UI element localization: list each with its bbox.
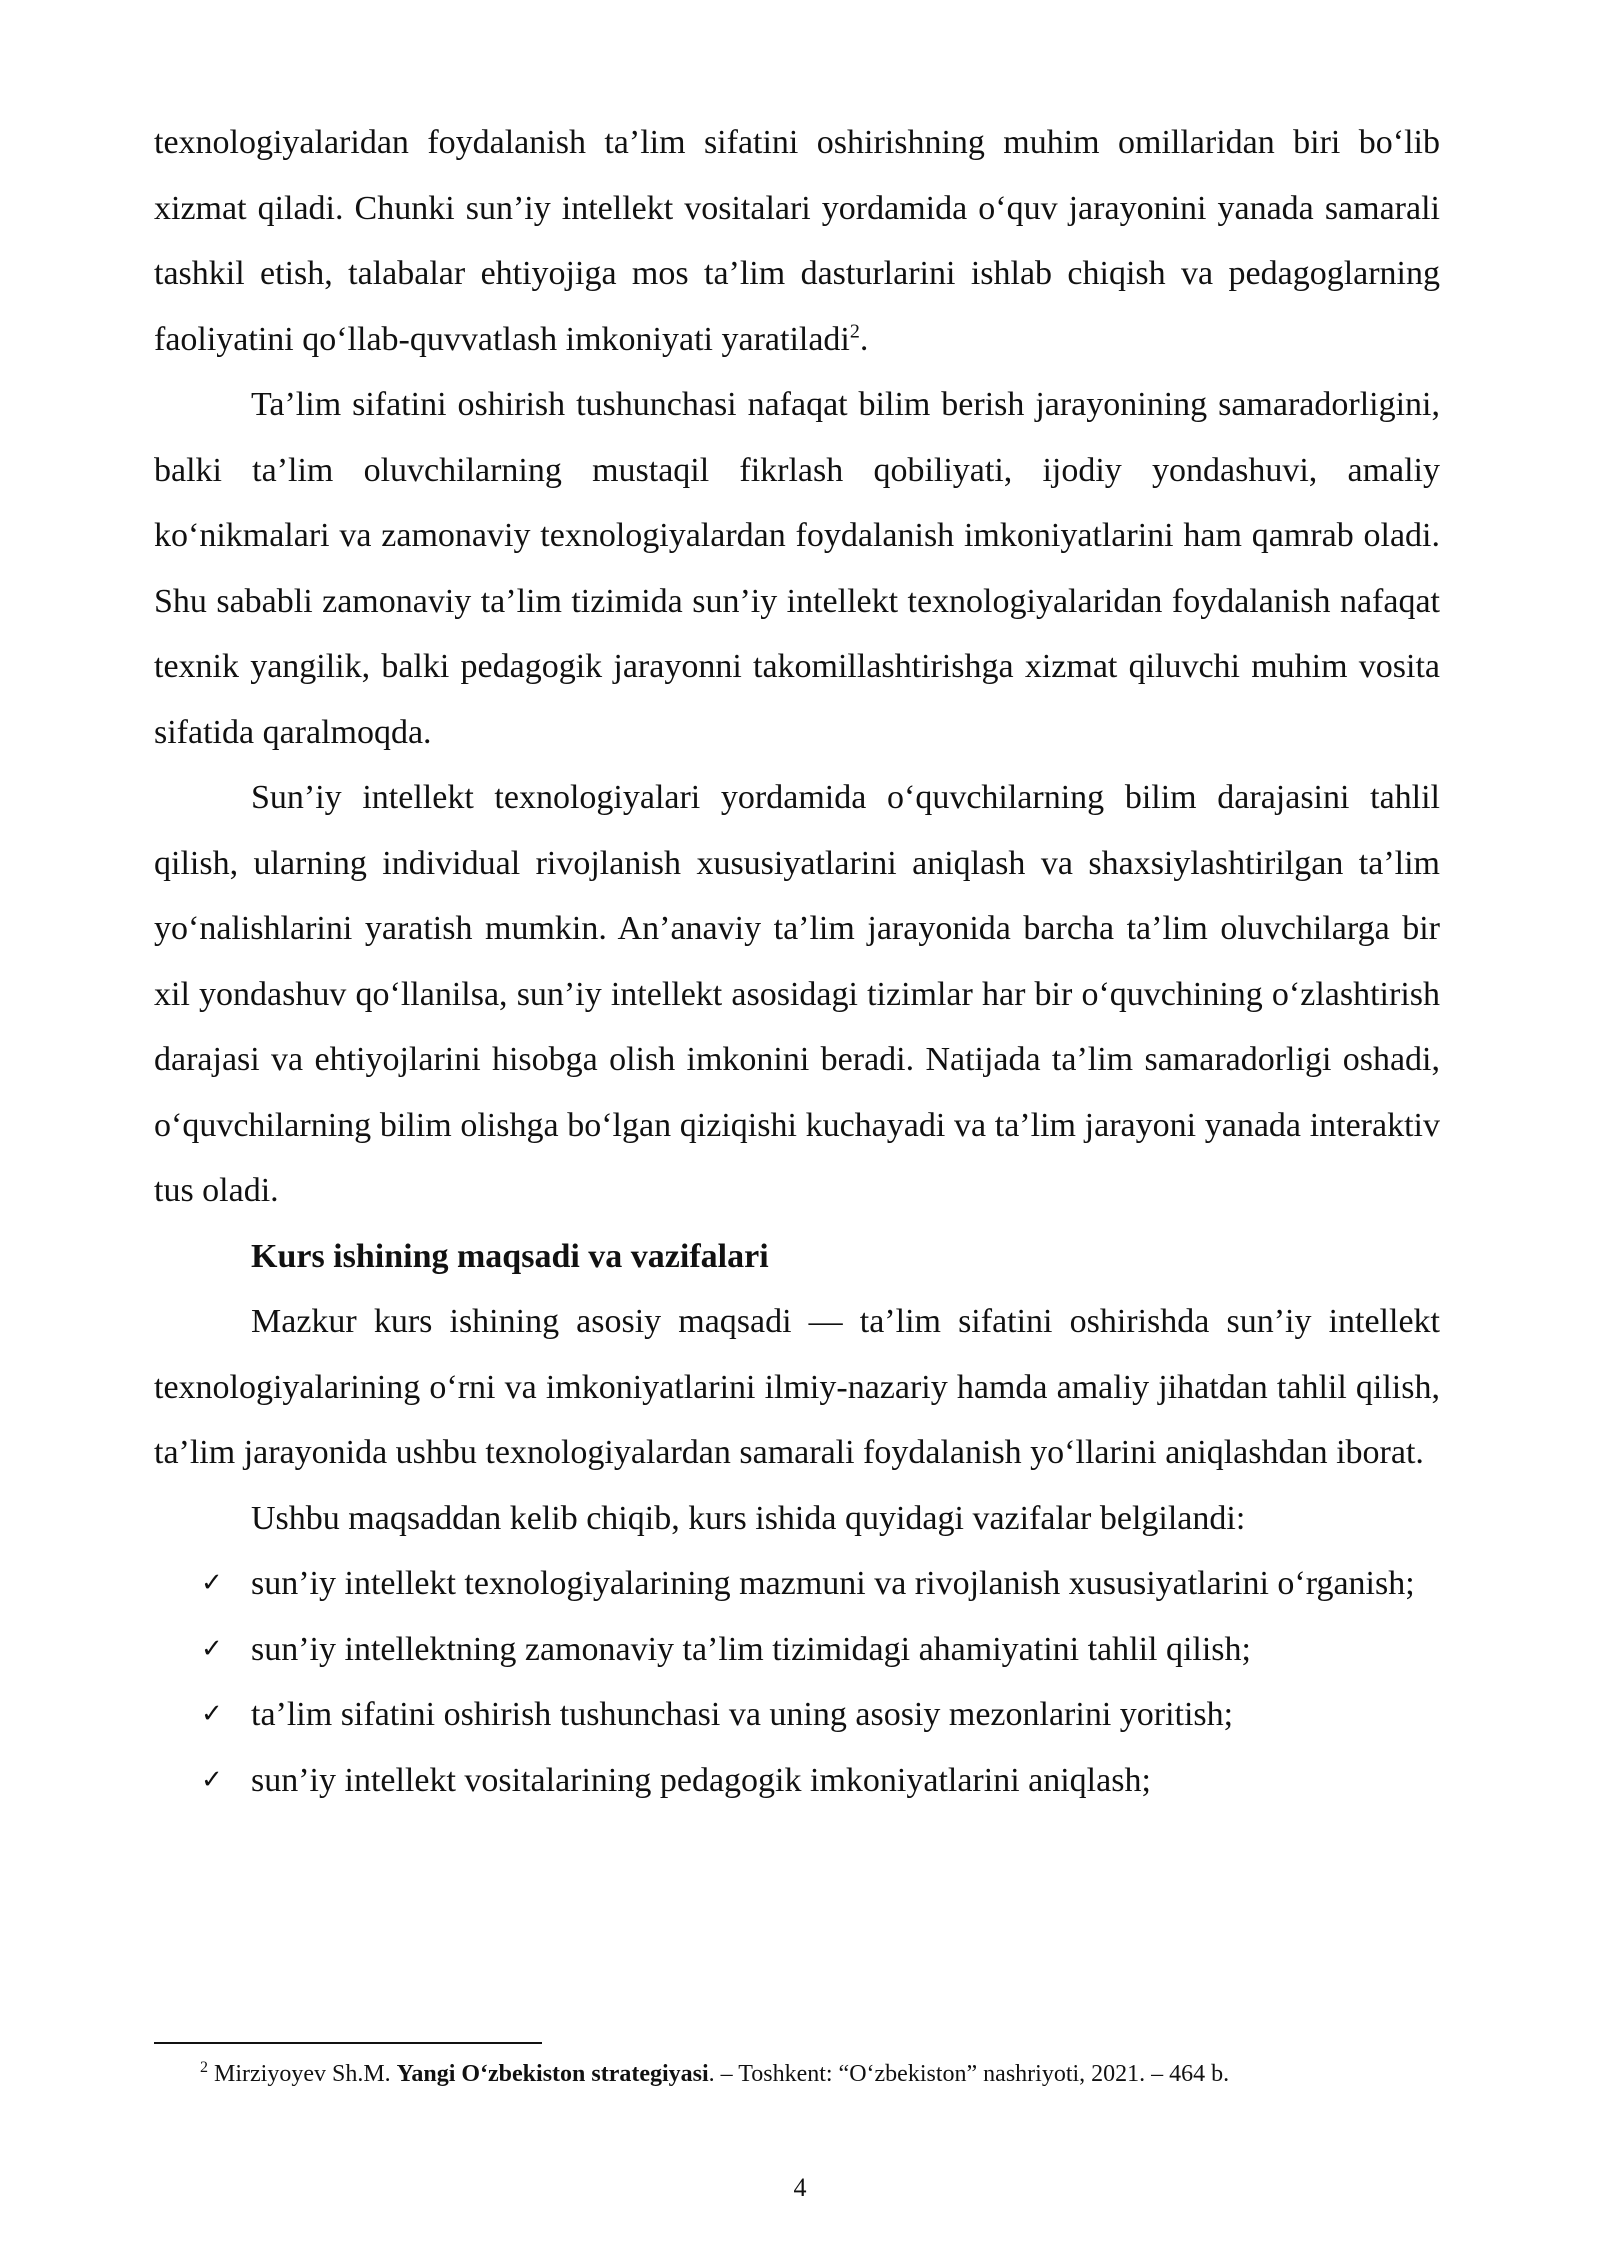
document-body	[154, 110, 1440, 1813]
footnote	[200, 2058, 1440, 2090]
list-item	[154, 1682, 1440, 1748]
checkmark-icon: ✓	[201, 1699, 223, 1729]
paragraph-2: Ta’lim sifatini oshirish tushunchasi nafaqat bilim berish jarayonining samaradorligini, balki ta’lim oluvchilarning mustaqil fikrlash qobiliyati, ijodiy yondashuvi, amaliy ko‘nikmalari va zamonaviy texnologiyalardan foydalanish imkoniyatlarini ham qamrab oladi. Shu sababli zamonaviy ta’lim tizimida sun’iy intellekt texnologiyalaridan foydalanish nafaqat texnik yangilik, balki pedagogik jarayonni takomillashtirishga xizmat qiluvchi muhim vosita sifatida qaralmoqda.	[154, 386, 1440, 751]
goal-paragraph: Mazkur kurs ishining asosiy maqsadi — ta’lim sifatini oshirishda sun’iy intellekt texnologiyalarining o‘rni va imkoniyatlarini ilmiy-nazariy hamda amaliy jihatdan tahlil qilish, ta’lim jarayonida ushbu texnologiyalardan samarali foydalanish yo‘llarini aniqlashdan iborat.	[154, 1303, 1440, 1471]
footnote-publication: . – Toshkent: “O‘zbekiston” nashriyoti, 2021. – 464 b.	[708, 2061, 1230, 2087]
list-item	[154, 1617, 1440, 1683]
task-text: sun’iy intellekt texnologiyalarining mazmuni va rivojlanish xususiyatlarini o‘rganish;	[251, 1565, 1415, 1602]
paragraph-1-text: texnologiyalaridan foydalanish ta’lim sifatini oshirishning muhim omillaridan biri bo‘lib xizmat qiladi. Chunki sun’iy intellekt vositalari yordamida o‘quv jarayonini yanada samarali tashkil etish, talabalar ehtiyojiga mos ta’lim dasturlarini ishlab chiqish va pedagoglarning faoliyatini qo‘llab-quvvatlash imkoniyati yaratiladi	[154, 124, 1440, 358]
paragraph-3: Sun’iy intellekt texnologiyalari yordamida o‘quvchilarning bilim darajasini tahlil qilish, ularning individual rivojlanish xususiyatlarini aniqlash va shaxsiylashtirilgan ta’lim yo‘nalishlarini yaratish mumkin. An’anaviy ta’lim jarayonida barcha ta’lim oluvchilarga bir xil yondashuv qo‘llanilsa, sun’iy intellekt asosidagi tizimlar har bir o‘quvchining o‘zlashtirish darajasi va ehtiyojlarini hisobga olish imkonini beradi. Natijada ta’lim samaradorligi oshadi, o‘quvchilarning bilim olishga bo‘lgan qiziqishi kuchayadi va ta’lim jarayoni yanada interaktiv tus oladi.	[154, 779, 1440, 1209]
paragraph-1	[154, 110, 1440, 372]
footnote-number: 2	[200, 2059, 208, 2076]
footnote-separator	[154, 2042, 542, 2044]
task-text: sun’iy intellekt vositalarining pedagogik imkoniyatlarini aniqlash;	[251, 1761, 1151, 1799]
footnote-author: Mirziyoyev Sh.M.	[208, 2061, 397, 2087]
checkmark-icon: ✓	[201, 1633, 223, 1664]
list-item	[154, 1748, 1440, 1814]
section-heading: Kurs ishining maqsadi va vazifalari	[251, 1237, 769, 1275]
tasks-list	[154, 1551, 1440, 1813]
checkmark-icon: ✓	[201, 1568, 223, 1598]
footnote-title: Yangi O‘zbekiston strategiyasi	[396, 2061, 709, 2087]
page-number: 4	[793, 2173, 807, 2202]
footnote-ref[interactable]: 2	[849, 320, 860, 343]
task-text: ta’lim sifatini oshirish tushunchasi va uning asosiy mezonlarini yoritish;	[251, 1696, 1234, 1733]
checkmark-icon: ✓	[201, 1764, 223, 1795]
list-item	[154, 1551, 1440, 1617]
paragraph-1-end: .	[859, 320, 869, 358]
task-text: sun’iy intellektning zamonaviy ta’lim tizimidagi ahamiyatini tahlil qilish;	[251, 1630, 1251, 1668]
tasks-intro: Ushbu maqsaddan kelib chiqib, kurs ishida quyidagi vazifalar belgilandi:	[251, 1499, 1246, 1537]
